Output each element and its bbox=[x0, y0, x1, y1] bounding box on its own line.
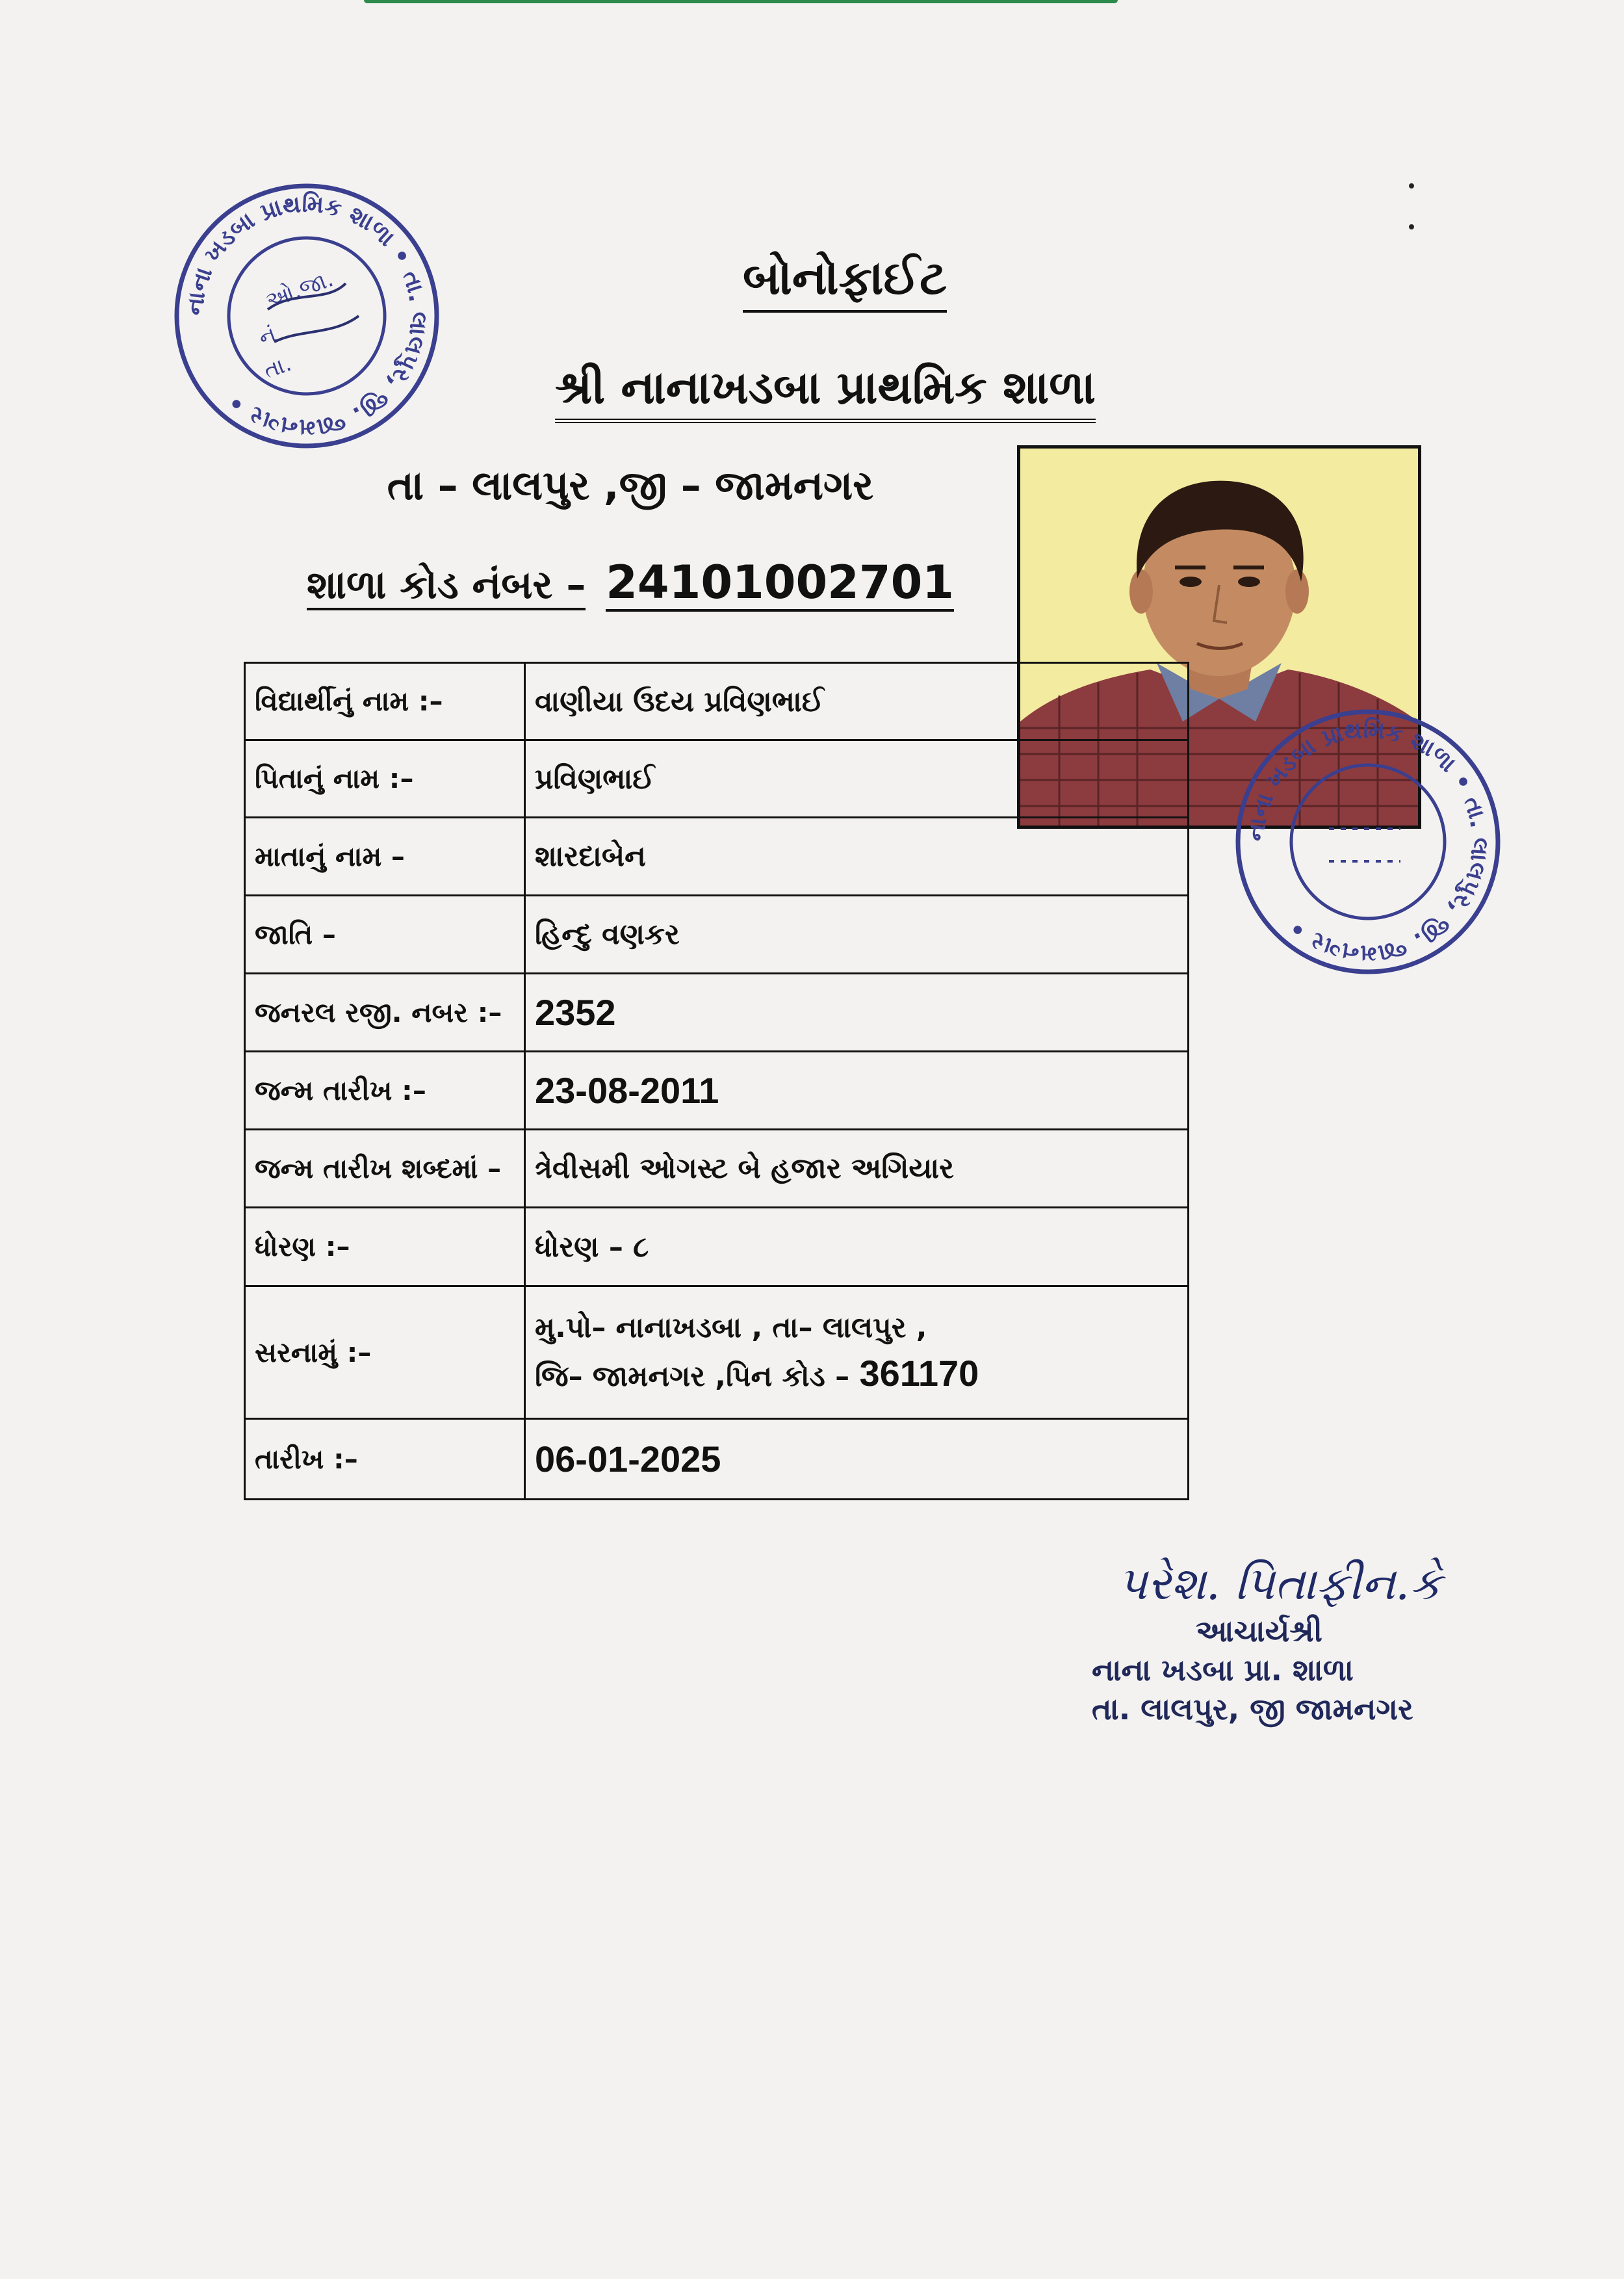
mother-name-label: માતાનું નામ – bbox=[245, 818, 525, 896]
pin-code: 361170 bbox=[859, 1352, 979, 1394]
principal-school: નાના ખડબા પ્રા. શાળા bbox=[1092, 1652, 1354, 1687]
mother-name-value: શારદાબેન bbox=[525, 818, 1189, 896]
table-row bbox=[245, 663, 1189, 740]
table-row bbox=[245, 1130, 1189, 1208]
gr-number-label: જનરલ રજી. નબર :– bbox=[245, 974, 525, 1052]
table-row bbox=[245, 1419, 1189, 1500]
father-name-label: પિતાનું નામ :– bbox=[245, 740, 525, 818]
taluka-district-line: તા – લાલપુર ,જી – જામનગર bbox=[387, 462, 874, 509]
school-code-line bbox=[305, 556, 955, 612]
standard-label: ધોરણ :– bbox=[245, 1208, 525, 1286]
address-value bbox=[525, 1286, 1189, 1419]
stamp-ring-text-right: નાના ખડબા પ્રાથમિક શાળા • તા. લાલપુર, જી. જામનગર • bbox=[1243, 716, 1493, 967]
stamp-inner-text-3: તા. bbox=[260, 350, 295, 385]
principal-address: તા. લાલપુર, જી જામનગર bbox=[1092, 1691, 1413, 1726]
document-title: બોનોફાઈટ bbox=[650, 250, 1040, 313]
address-label: સરનામું :– bbox=[245, 1286, 525, 1419]
school-code-label: શાળા કોડ નંબર – bbox=[307, 562, 586, 610]
school-stamp-right bbox=[1231, 705, 1504, 978]
table-row bbox=[245, 740, 1189, 818]
margin-dots bbox=[1409, 183, 1415, 235]
student-name-label: વિદ્યાર્થીનું નામ :– bbox=[245, 663, 525, 740]
address-line-2-text: જિ– જામનગર ,પિન કોડ – bbox=[535, 1359, 850, 1393]
svg-text:નાના ખડબા પ્રાથમિક શાળા • તા. bbox=[1243, 716, 1493, 967]
student-name-value: વાણીયા ઉદય પ્રવિણભાઈ bbox=[525, 663, 1189, 740]
principal-signature-block bbox=[1092, 1557, 1482, 1730]
stamp-ring-text: નાના ખડબા પ્રાથમિક શાળા • તા. લાલપુર, જી. જામનગર • bbox=[181, 190, 432, 441]
table-row bbox=[245, 1208, 1189, 1286]
birth-date-words-value: ત્રેવીસમી ઓગસ્ટ બે હજાર અગિયાર bbox=[525, 1130, 1189, 1208]
student-info-table bbox=[244, 662, 1189, 1500]
caste-value: હિન્દુ વણકર bbox=[525, 896, 1189, 974]
top-color-strip bbox=[364, 0, 1118, 3]
table-row bbox=[245, 974, 1189, 1052]
birth-date-label: જન્મ તારીખ :– bbox=[245, 1052, 525, 1130]
table-row bbox=[245, 896, 1189, 974]
address-line-2 bbox=[535, 1352, 1178, 1394]
stamp-inner-text-2: નં bbox=[255, 321, 280, 352]
table-row bbox=[245, 818, 1189, 896]
table-row bbox=[245, 1052, 1189, 1130]
school-code-number: 24101002701 bbox=[606, 556, 954, 612]
date-value: 06-01-2025 bbox=[525, 1419, 1189, 1500]
date-label: તારીખ :– bbox=[245, 1419, 525, 1500]
birth-date-value: 23-08-2011 bbox=[525, 1052, 1189, 1130]
school-name: શ્રી નાનાખડબા પ્રાથમિક શાળા bbox=[507, 361, 1144, 423]
table-row bbox=[245, 1286, 1189, 1419]
father-name-value: પ્રવિણભાઈ bbox=[525, 740, 1189, 818]
address-line-1: મુ.પો– નાનાખડબા , તા– લાલપુર , bbox=[535, 1310, 927, 1344]
stamp-inner-text-1: ઓ.જા. bbox=[263, 266, 337, 315]
caste-label: જાતિ – bbox=[245, 896, 525, 974]
svg-text:નાના ખડબા પ્રાથમિક શાળા • તા. bbox=[181, 190, 432, 441]
standard-value: ધોરણ – ૮ bbox=[525, 1208, 1189, 1286]
school-stamp-top-left bbox=[170, 179, 443, 452]
gr-number-value: 2352 bbox=[525, 974, 1189, 1052]
principal-designation: આચાર્યશ્રી bbox=[1196, 1613, 1322, 1648]
birth-date-words-label: જન્મ તારીખ શબ્દમાં – bbox=[245, 1130, 525, 1208]
signature-handwriting: પરેશ. પિતાફીન.કે bbox=[1118, 1557, 1442, 1610]
